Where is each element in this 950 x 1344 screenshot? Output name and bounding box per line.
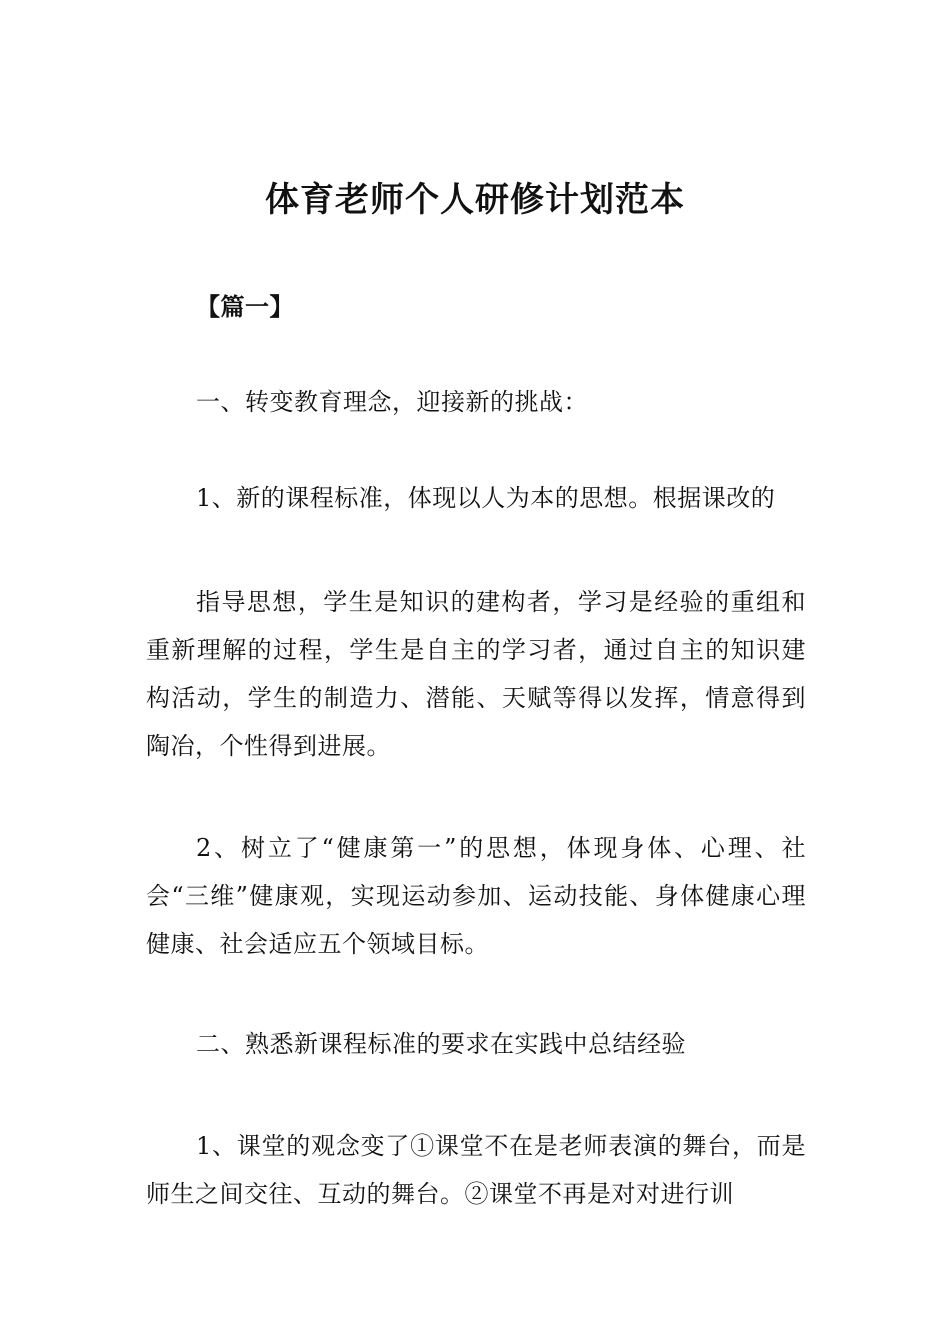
section-heading-pian-yi: 【篇一】 bbox=[196, 292, 294, 321]
paragraph-guiding-thought: 指导思想，学生是知识的建构者，学习是经验的重组和重新理解的过程，学生是自主的学习者，通过自主的知识建构活动，学生的制造力、潜能、天赋等得以发挥，情意得到陶冶，个性得到进展。 bbox=[146, 588, 806, 760]
paragraph-item-2: 2、树立了“健康第一”的思想，体现身体、心理、社会“三维”健康观，实现运动参加、运动技能、身体健康心理健康、社会适应五个领域目标。 bbox=[146, 834, 806, 958]
heading-part-two: 二、熟悉新课程标准的要求在实践中总结经验 bbox=[196, 1030, 686, 1058]
paragraph-item-1: 1、新的课程标准，体现以人为本的思想。根据课改的 bbox=[196, 484, 776, 512]
document-title: 体育老师个人研修计划范本 bbox=[265, 180, 685, 220]
heading-part-one: 一、转变教育理念，迎接新的挑战： bbox=[196, 388, 588, 416]
paragraph-classroom-concept: 1、课堂的观念变了①课堂不在是老师表演的舞台，而是师生之间交往、互动的舞台。②课堂不再是对对进行训 bbox=[146, 1132, 806, 1208]
